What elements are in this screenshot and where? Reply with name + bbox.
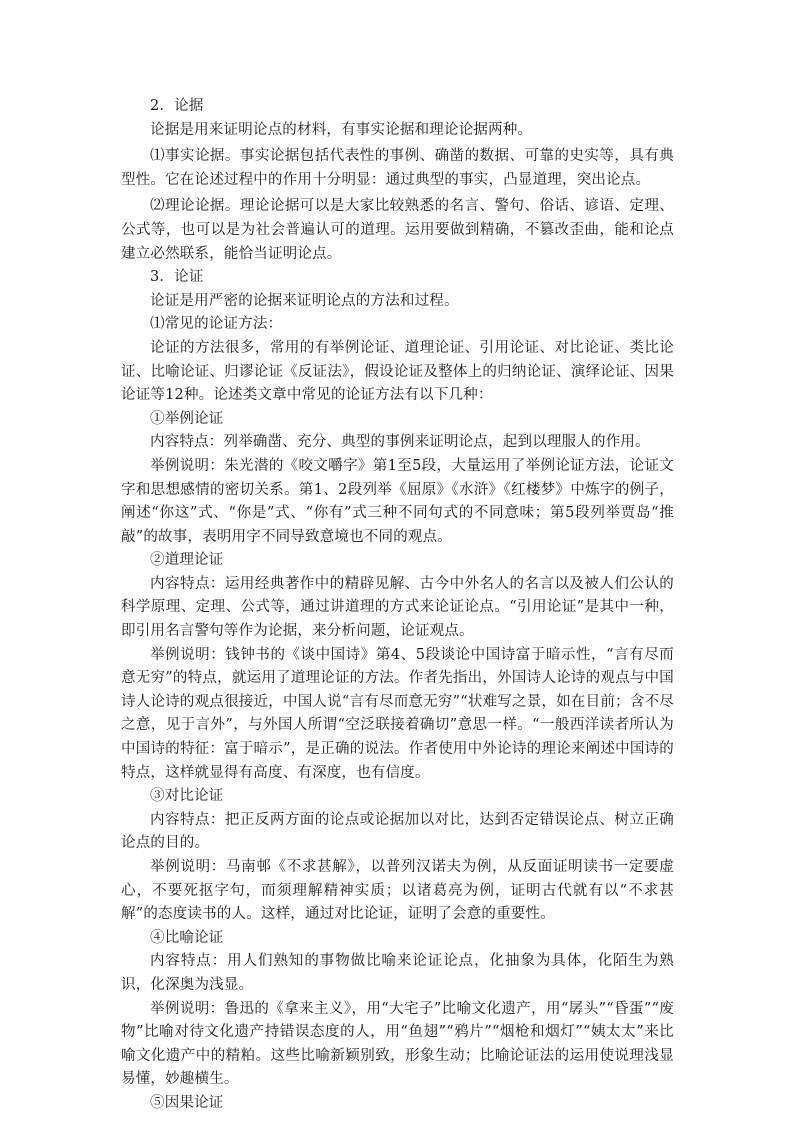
section-3-intro: 论证是用严密的论据来证明论点的方法和过程。 [150, 292, 459, 309]
method-1-heading: ①举例论证 [150, 410, 224, 427]
method-4-heading: ④比喻论证 [150, 929, 224, 946]
method-2-heading: ②道理论证 [150, 552, 224, 569]
method-5-heading: ⑤因果论证 [150, 1094, 224, 1111]
factual-evidence-paragraph: ⑴事实论据。事实论据包括代表性的事例、确凿的数据、可靠的史实等，具有典型性。它在论述过程中的作用十分明显：通过典型的事实，凸显道理，突出论点。 [121, 148, 674, 188]
method-1-feature: 内容特点：列举确凿、充分、典型的事例来证明论点，起到以理服人的作用。 [150, 434, 650, 451]
section-2-heading: 2．论据 [150, 98, 204, 114]
method-3-example: 举例说明：马南邨《不求甚解》，以普列汉诺夫为例，从反面证明读书一定要虚心，不要死抠字句，而须理解精神实质；以诸葛亮为例，证明古代就有以“不求甚解”的态度读书的人。这样，通过对比论证，证明了会意的重要性。 [121, 859, 674, 923]
section-2-intro: 论据是用来证明论点的材料，有事实论据和理论论据两种。 [150, 121, 533, 138]
method-4-feature: 内容特点：用人们熟知的事物做比喻来论证论点，化抽象为具体，化陌生为熟识，化深奥为浅显。 [121, 953, 674, 993]
section-3-heading: 3．论证 [150, 269, 204, 286]
document-body [121, 95, 674, 1116]
common-methods-heading: ⑴常见的论证方法： [150, 316, 283, 333]
methods-overview-paragraph: 论证的方法很多，常用的有举例论证、道理论证、引用论证、对比论证、类比论证、比喻论证、归谬论证《反证法》，假设论证及整体上的归纳论证、演绎论证、因果论证等12种。论述类文章中常见的论证方法有以下几种： [121, 339, 674, 404]
method-1-example: 举例说明：朱光潜的《咬文嚼字》第1至5段，大量运用了举例论证方法，论证文字和思想感情的密切关系。第1、2段列举《屈原》《水浒》《红楼梦》中炼字的例子，阐述“你这”式、“你是”式、“你有”式三种不同句式的不同意味；第5段列举贾岛“推敲”的故事，表明用字不同导致意境也不同的观点。 [121, 457, 674, 545]
method-4-example: 举例说明：鲁迅的《拿来主义》，用“大宅子”比喻文化遗产，用“孱头”“昏蛋”“废物”比喻对待文化遗产持错误态度的人，用“鱼翅”“鸦片”“烟枪和烟灯”“姨太太”来比喻文化遗产中的精粕。这些比喻新颖别致，形象生动；比喻论证法的运用使说理浅显易懂，妙趣横生。 [121, 1000, 674, 1088]
method-3-heading: ③对比论证 [150, 788, 224, 805]
theoretical-evidence-paragraph: ⑵理论论据。理论论据可以是大家比较熟悉的名言、警句、俗话、谚语、定理、公式等，也可以是为社会普遍认可的道理。运用要做到精确，不篡改歪曲，能和论点建立必然联系，能恰当证明论点。 [121, 198, 674, 262]
method-2-feature: 内容特点：运用经典著作中的精辟见解、古今中外名人的名言以及被人们公认的科学原理、定理、公式等，通过讲道理的方式来论证论点。“引用论证”是其中一种，即引用名言警句等作为论据，来分析问题，论证观点。 [121, 575, 674, 640]
method-3-feature: 内容特点：把正反两方面的论点或论据加以对比，达到否定错误论点、树立正确论点的目的。 [121, 811, 674, 852]
method-2-example: 举例说明：钱钟书的《谈中国诗》第4、5段谈论中国诗富于暗示性，“言有尽而意无穷”的特点，就运用了道理论证的方法。作者先指出，外国诗人论诗的观点与中国诗人论诗的观点很接近，中国人说“言有尽而意无穷”“状难写之景，如在目前；含不尽之意，见于言外”，与外国人所谓“空泛联接着确切”意思一样。“一般西洋读者所认为中国诗的特征：富于暗示”，是正确的说法。作者使用中外论诗的理论来阐述中国诗的特点，这样就显得有高度、有深度，也有信度。 [121, 646, 674, 781]
